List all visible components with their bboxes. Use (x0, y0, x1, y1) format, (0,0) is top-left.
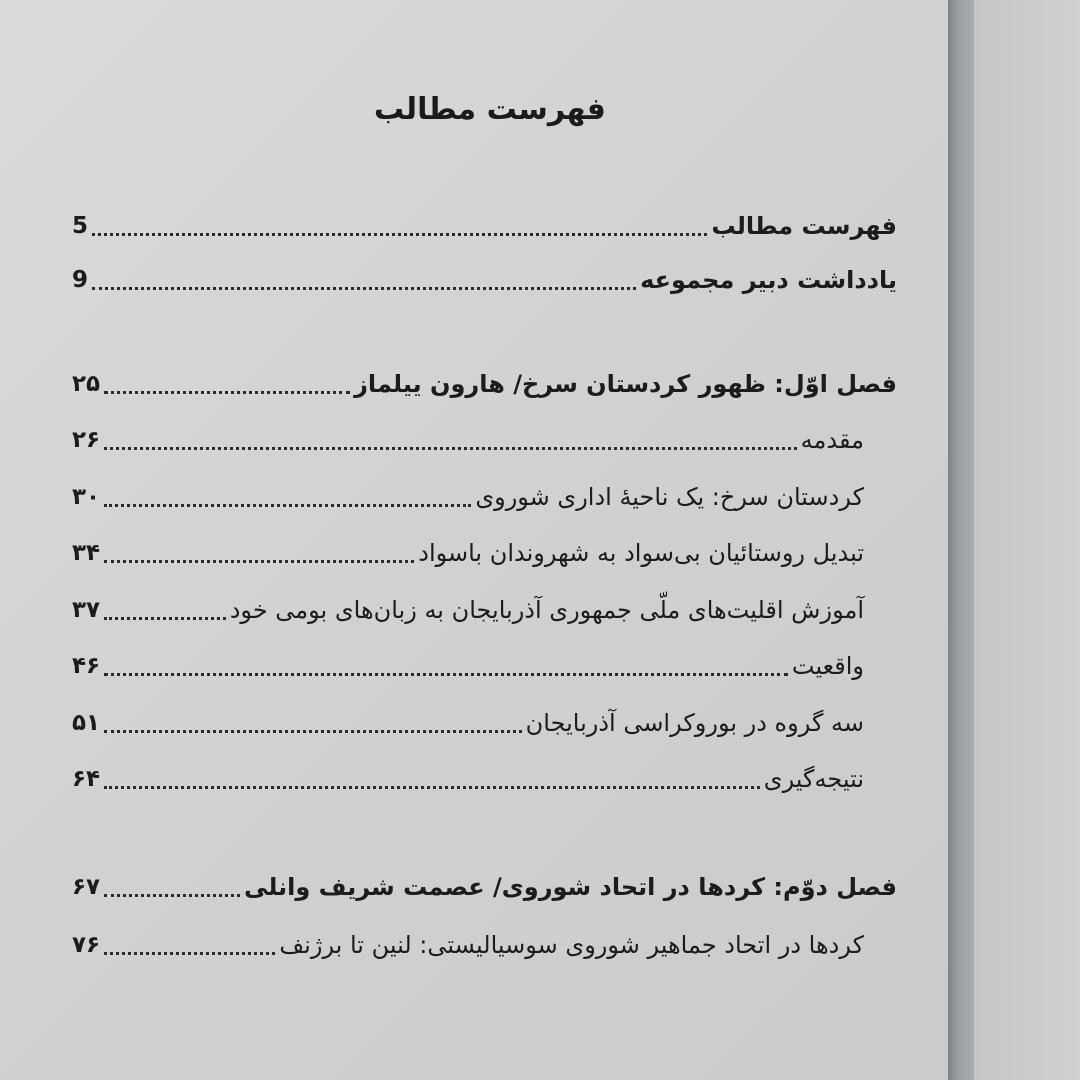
book-spine (948, 0, 974, 1080)
toc-entry-page: ۳۷ (72, 597, 101, 623)
toc-entry-title: یادداشت دبیر مجموعه (640, 266, 897, 294)
toc-entry-title: سه گروه در بوروکراسی آذربایجان (525, 709, 864, 737)
dot-leader (104, 391, 350, 394)
toc-entry-title: فصل اوّل: ظهور کردستان سرخ/ هارون ییلماز (354, 370, 897, 398)
toc-entry-title: نتیجه‌گیری (763, 765, 864, 793)
toc-entry-page: 5 (72, 213, 89, 239)
toc-entry-page: ۷۶ (72, 932, 101, 958)
toc-entry (72, 759, 864, 799)
toc-entry-page: ۳۰ (72, 484, 101, 510)
dot-leader (104, 617, 226, 620)
page-title: فهرست مطالب (374, 92, 606, 127)
dot-leader (104, 730, 522, 733)
dot-leader (92, 287, 636, 290)
dot-leader (104, 673, 788, 676)
toc-entry-title: کردها در اتحاد جماهیر شوروی سوسیالیستی: لنین تا برژنف (279, 931, 864, 959)
toc-entry-title: فهرست مطالب (711, 212, 897, 240)
toc-entry-page: ۳۴ (72, 540, 101, 566)
dot-leader (104, 894, 240, 897)
toc-entry (72, 925, 864, 965)
toc-entry (72, 420, 864, 460)
toc-entry (72, 590, 864, 630)
toc-entry (72, 703, 864, 743)
dot-leader (92, 233, 707, 236)
toc-entry-page: ۲۵ (72, 371, 101, 397)
toc-entry (72, 260, 897, 300)
dot-leader (104, 786, 760, 789)
toc-entry (72, 477, 864, 517)
dot-leader (104, 952, 275, 955)
toc-entry-page: 9 (72, 267, 89, 293)
toc-entry-page: ۵۱ (72, 710, 101, 736)
toc-entry (72, 646, 864, 686)
toc-entry-title: کردستان سرخ: یک ناحیهٔ اداری شوروی (475, 483, 864, 511)
toc-entry (72, 533, 864, 573)
dot-leader (104, 504, 471, 507)
toc-entry-page: ۲۶ (72, 427, 101, 453)
toc-entry-page: ۶۴ (72, 766, 101, 792)
toc-entry-title: آموزش اقلیت‌های ملّی جمهوری آذربایجان به زبان‌های بومی خود (229, 596, 864, 624)
toc-entry (72, 206, 897, 246)
toc-chapter-entry (72, 364, 897, 404)
toc-entry-title: فصل دوّم: کردها در اتحاد شوروی/ عصمت شریف وانلی (244, 873, 897, 901)
toc-entry-title: واقعیت (791, 652, 864, 680)
toc-entry-title: تبدیل روستائیان بی‌سواد به شهروندان باسواد (418, 539, 864, 567)
toc-chapter-entry (72, 867, 897, 907)
toc-entry-page: ۴۶ (72, 653, 101, 679)
toc-entry-title: مقدمه (800, 426, 864, 454)
dot-leader (104, 447, 797, 450)
dot-leader (104, 560, 414, 563)
toc-entry-page: ۶۷ (72, 874, 101, 900)
facing-page-edge (974, 0, 1080, 1080)
